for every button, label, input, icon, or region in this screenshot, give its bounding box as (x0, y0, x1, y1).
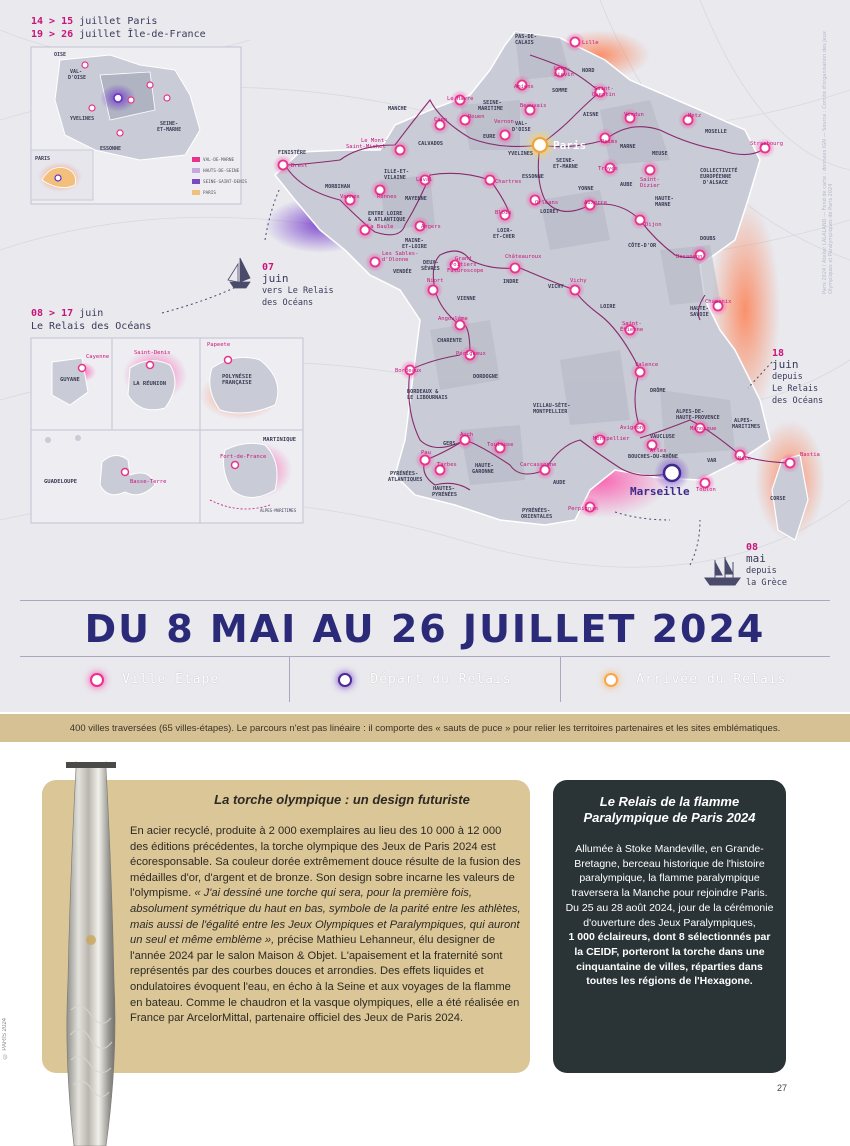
svg-text:Les Sables-: Les Sables- (382, 251, 419, 257)
svg-text:Carcassonne: Carcassonne (520, 462, 557, 468)
svg-text:ALPES-DE-: ALPES-DE- (676, 409, 705, 415)
svg-text:D'OISE: D'OISE (512, 127, 531, 133)
legend-label: Arrivée du Relais (636, 672, 787, 687)
svg-text:PYRÉNÉES-: PYRÉNÉES- (390, 471, 419, 477)
svg-text:Lille: Lille (582, 40, 599, 46)
svg-text:VAR: VAR (707, 458, 717, 464)
svg-text:VILLAU-SÈTE-: VILLAU-SÈTE- (533, 403, 571, 409)
depart-dot-icon (338, 673, 352, 687)
svg-text:LOIR-: LOIR- (497, 228, 513, 234)
svg-text:HAUTS-DE-SEINE: HAUTS-DE-SEINE (203, 169, 240, 174)
svg-text:CALAIS: CALAIS (515, 40, 534, 46)
svg-text:PYRÉNÉES: PYRÉNÉES (432, 492, 457, 498)
svg-text:Angoulême: Angoulême (438, 316, 468, 322)
svg-text:SEINE-: SEINE- (483, 100, 502, 106)
polynesie-label: POLYNÉSIE FRANÇAISE (222, 374, 252, 386)
paralympic-article (553, 780, 786, 1073)
svg-text:NORD: NORD (582, 68, 595, 74)
svg-text:Strasbourg: Strasbourg (750, 141, 784, 147)
paris2024-emblem-icon (86, 935, 96, 945)
svg-text:Vichy: Vichy (570, 278, 587, 284)
svg-text:EURE: EURE (483, 134, 496, 140)
svg-text:Beauvais: Beauvais (520, 103, 547, 109)
legend-arrivee (561, 657, 830, 702)
svg-text:Verdun: Verdun (624, 112, 644, 118)
svg-text:Futuroscope: Futuroscope (447, 268, 484, 274)
torch-article-body (130, 824, 522, 1027)
svg-text:SAVOIE: SAVOIE (690, 312, 709, 318)
svg-text:LOIRET: LOIRET (540, 209, 559, 215)
svg-text:Besançon: Besançon (676, 254, 703, 260)
svg-text:Le Havre: Le Havre (447, 96, 474, 102)
svg-text:Vannes: Vannes (340, 194, 360, 200)
svg-text:Troyes: Troyes (598, 166, 618, 172)
svg-text:INDRE: INDRE (503, 279, 519, 285)
svg-text:AUBE: AUBE (620, 182, 633, 188)
svg-text:EUROPÉENNE: EUROPÉENNE (700, 174, 732, 180)
svg-text:d'Olonne: d'Olonne (382, 257, 409, 263)
page-number: 27 (777, 1083, 788, 1093)
torch-article-title: La torche olympique : un design futuriste (214, 792, 470, 807)
svg-text:ALPES-: ALPES- (734, 418, 753, 424)
paralympic-paragraph: Allumée à Stoke Mandeville, en Grande-Bretagne, berceau historique de l'histoire paralympique, la flamme paralympique traversera la Manche pour rejoindre Paris. Du 25 au 28 août 2024, jour de la cérémonie d'ouverture des Jeux Paralympiques, (565, 843, 774, 929)
svg-text:Arles: Arles (650, 448, 667, 454)
svg-text:PARIS: PARIS (35, 156, 51, 162)
svg-text:DORDOGNE: DORDOGNE (473, 374, 498, 380)
svg-text:GERS: GERS (443, 441, 456, 447)
basse-terre-label: Basse-Terre (130, 479, 167, 485)
svg-text:ORIENTALES: ORIENTALES (521, 514, 553, 520)
svg-text:DEUX-: DEUX- (423, 260, 439, 266)
map-caption: 400 villes traversées (65 villes-étapes). Le parcours n'est pas linéaire : il comporte des « sauts de puce » pour relier les territoires partenaires et les sites emblématiques. (69, 722, 781, 734)
svg-text:HAUTE-PROVENCE: HAUTE-PROVENCE (676, 415, 720, 421)
svg-text:MARITIMES: MARITIMES (732, 424, 761, 430)
paralympic-highlight: 1 000 éclaireurs, dont 8 sélectionnés par la CEIDF, porteront la torche dans une cinquantaine de villes, réparties dans toutes les régions de l'Hexagone. (568, 931, 771, 988)
olympic-torch-image (56, 760, 126, 1146)
svg-text:Metz: Metz (688, 113, 702, 119)
martinique-label: MARTINIQUE (263, 437, 297, 443)
svg-text:Laval: Laval (416, 177, 433, 183)
paris-dates: 14 > 15 juillet Paris (31, 16, 158, 27)
svg-text:Bordeaux: Bordeaux (395, 368, 422, 374)
svg-text:Tarbes: Tarbes (437, 462, 457, 468)
svg-text:Toulouse: Toulouse (487, 442, 514, 448)
svg-text:Saint-: Saint- (640, 177, 660, 183)
svg-text:Avignon: Avignon (620, 425, 644, 431)
svg-text:Amiens: Amiens (514, 84, 534, 90)
svg-text:MARITIME: MARITIME (478, 106, 503, 112)
svg-text:SÈVRES: SÈVRES (421, 266, 440, 272)
svg-text:VILAINE: VILAINE (384, 175, 406, 181)
svg-text:YVELINES: YVELINES (70, 116, 95, 122)
svg-text:ESSONNE: ESSONNE (100, 146, 122, 152)
svg-text:ET-LOIRE: ET-LOIRE (402, 244, 427, 250)
legend-label: Départ du Relais (370, 672, 512, 687)
svg-text:Vernon: Vernon (494, 119, 514, 125)
svg-text:ATLANTIQUES: ATLANTIQUES (388, 477, 423, 483)
map-caption-strip (0, 714, 850, 742)
svg-text:La Baule: La Baule (367, 224, 394, 230)
svg-text:CALVADOS: CALVADOS (418, 141, 443, 147)
svg-text:MEUSE: MEUSE (652, 151, 668, 157)
svg-text:Auch: Auch (460, 432, 474, 438)
svg-text:MORBIHAN: MORBIHAN (325, 184, 350, 190)
svg-text:Dizier: Dizier (640, 183, 660, 189)
svg-text:Chartres: Chartres (495, 179, 522, 185)
svg-text:VAL-DE-MARNE: VAL-DE-MARNE (203, 158, 235, 163)
svg-text:SEINE-SAINT-DENIS: SEINE-SAINT-DENIS (203, 180, 247, 185)
svg-text:Blois: Blois (495, 210, 512, 216)
papeete-label: Papeete (207, 342, 231, 348)
svg-text:Le Mont-: Le Mont- (361, 138, 388, 144)
svg-text:ET-MARNE: ET-MARNE (553, 164, 578, 170)
svg-text:Saint-: Saint- (594, 86, 614, 92)
svg-text:Pau: Pau (421, 450, 431, 456)
paralympic-article-body (565, 842, 774, 989)
legend-depart (290, 657, 560, 702)
map-credit: Paris 2024 / Atelier LALALAND — Fond de carte : données IGN — Source : Comité d'organisation des Jeux Olympiques et Paralympiques de Paris 2024 (822, 31, 834, 294)
svg-text:Manosque: Manosque (690, 426, 717, 432)
svg-text:D'ALSACE: D'ALSACE (703, 180, 728, 186)
svg-text:Rennes: Rennes (377, 194, 397, 200)
svg-text:HAUTES-: HAUTES- (433, 486, 455, 492)
photo-credit: © PARIS 2024 (2, 1018, 8, 1059)
legend-label: Ville Étape (122, 672, 220, 687)
svg-text:ILLE-ET-: ILLE-ET- (384, 169, 409, 175)
svg-text:Caen: Caen (434, 117, 448, 123)
svg-text:SEINE-: SEINE- (160, 121, 179, 127)
ville-etape-dot-icon (90, 673, 104, 687)
svg-text:VENDÉE: VENDÉE (393, 269, 412, 275)
svg-text:ET-CHER: ET-CHER (493, 234, 515, 240)
svg-text:Auxerre: Auxerre (584, 200, 608, 206)
svg-text:Toulon: Toulon (696, 487, 716, 493)
svg-text:YVELINES: YVELINES (508, 151, 533, 157)
svg-text:COLLECTIVITÉ: COLLECTIVITÉ (700, 168, 738, 174)
svg-text:Orléans: Orléans (535, 200, 559, 206)
saint-denis-label: Saint-Denis (134, 350, 171, 356)
svg-text:Grand: Grand (455, 256, 472, 262)
svg-text:ENTRE LOIRE: ENTRE LOIRE (368, 211, 403, 217)
reunion-label: LA RÉUNION (133, 381, 167, 387)
svg-text:VIENNE: VIENNE (457, 296, 476, 302)
svg-text:VAL-: VAL- (515, 121, 528, 127)
paralympic-article-title: Le Relais de la flamme Paralympique de Paris 2024 (583, 794, 756, 825)
svg-text:Lens-: Lens- (554, 66, 571, 72)
svg-text:Angers: Angers (421, 224, 441, 230)
svg-text:PARIS: PARIS (203, 191, 216, 196)
june18-annotation: 18 juin depuis Le Relais des Océans (772, 348, 824, 406)
svg-text:Saint-Michel: Saint-Michel (346, 144, 386, 150)
guadeloupe-label: GUADELOUPE (44, 479, 78, 485)
arrivee-dot-icon (604, 673, 618, 687)
map-legend (20, 656, 830, 702)
svg-text:Nice: Nice (738, 456, 752, 462)
svg-text:DRÔME: DRÔME (650, 388, 666, 394)
svg-text:LOIRE: LOIRE (600, 304, 616, 310)
svg-text:OISE: OISE (54, 52, 67, 58)
svg-text:AUDE: AUDE (553, 480, 566, 486)
svg-text:PYRÉNÉES-: PYRÉNÉES- (522, 508, 551, 514)
svg-text:Reims: Reims (601, 139, 618, 145)
svg-text:Bastia: Bastia (800, 452, 820, 458)
may8-annotation: 08 mai depuis la Grèce (746, 542, 787, 588)
svg-text:Dijon: Dijon (645, 222, 662, 228)
svg-text:CÔTE-D'OR: CÔTE-D'OR (628, 243, 657, 249)
svg-text:FINISTÈRE: FINISTÈRE (278, 150, 307, 156)
alpes-maritimes-mini-label: ALPES-MARITIMES (260, 508, 297, 513)
svg-text:SOMME: SOMME (552, 88, 568, 94)
svg-text:SEINE-: SEINE- (556, 158, 575, 164)
svg-text:CORSE: CORSE (770, 496, 786, 502)
svg-text:MARNE: MARNE (620, 144, 636, 150)
svg-text:HAUTE-: HAUTE- (475, 463, 494, 469)
svg-text:YONNE: YONNE (578, 186, 594, 192)
svg-text:Chamonix: Chamonix (705, 299, 732, 305)
svg-text:VICHY: VICHY (548, 284, 564, 290)
marseille-label: Marseille (630, 485, 690, 498)
torch-paragraph-2: précise Mathieu Lehanneur, élu designer de l'année 2024 par le salon Maison & Objet. L'apaisement et la fraternité sont représentés par des courbes douces et arrondies. Des effets liquides et ondulatoires évoquent l'eau, en écho à la Seine et aux voyages de la flamme en bateau. Comme le chaudron et la vasque olympiques, elle a été réalisée en France par ArcelorMittal, partenaire officiel des Jeux de Paris 2024. (130, 934, 520, 1025)
svg-text:Brest: Brest (291, 163, 308, 169)
svg-text:CHARENTE: CHARENTE (437, 338, 462, 344)
svg-text:& ATLANTIQUE: & ATLANTIQUE (368, 217, 406, 223)
fort-de-france-label: Fort-de-France (220, 454, 267, 460)
svg-text:Périgueux: Périgueux (456, 351, 486, 357)
svg-text:Quentin: Quentin (592, 92, 616, 98)
svg-text:Étienne: Étienne (620, 327, 644, 333)
svg-text:Châteauroux: Châteauroux (505, 254, 542, 260)
torch-paragraph-1: En acier recyclé, produite à 2 000 exemplaires au lieu des 10 000 à 12 000 des éditions précédentes, la torche olympique des Jeux de Paris 2024 est écoresponsable. Sa couleur dorée extrêmement douce résulte de la fusion des médailles d'or, d'argent et de bronze. Son design sobre incarne les valeurs de l'olympisme. (130, 825, 521, 900)
svg-text:DOUBS: DOUBS (700, 236, 716, 242)
svg-text:Niort: Niort (427, 278, 444, 284)
svg-text:Liévin: Liévin (554, 72, 574, 78)
svg-text:HAUTE-: HAUTE- (690, 306, 709, 312)
svg-text:Montpellier: Montpellier (593, 436, 630, 442)
oceans-dates: 08 > 17 juin (31, 308, 104, 319)
svg-text:Valence: Valence (635, 362, 659, 368)
cayenne-label: Cayenne (86, 354, 110, 360)
oceans-label: Le Relais des Océans (31, 321, 152, 332)
svg-text:D'OISE: D'OISE (68, 75, 87, 81)
svg-text:MONTPELLIER: MONTPELLIER (533, 409, 568, 415)
svg-text:Poitiers: Poitiers (450, 262, 477, 268)
svg-text:BOUCHES-DU-RHÔNE: BOUCHES-DU-RHÔNE (628, 454, 678, 460)
map-headline (20, 600, 830, 656)
svg-text:MAINE-: MAINE- (405, 238, 424, 244)
svg-text:MARNE: MARNE (655, 202, 671, 208)
svg-text:AISNE: AISNE (583, 112, 599, 118)
svg-text:Rouen: Rouen (468, 114, 485, 120)
svg-text:VAL-: VAL- (70, 69, 83, 75)
guyane-label: GUYANE (60, 377, 80, 383)
headline-text: DU 8 MAI AU 26 JUILLET 2024 (84, 606, 766, 651)
svg-text:LE LIBOURNAIS: LE LIBOURNAIS (407, 395, 448, 401)
svg-text:Saint-: Saint- (622, 321, 642, 327)
june7-annotation: 07 juin vers Le Relais des Océans (262, 262, 334, 308)
svg-text:VAUCLUSE: VAUCLUSE (650, 434, 675, 440)
torch-quote: « J'ai dessiné une torche qui sera, pour la première fois, absolument symétrique du haut en bas, symbole de la parité entre les athlètes, mais aussi de l'égalité entre les Jeux Olympiques et Paralympiques, qui auront un seul et même emblème », (130, 887, 521, 947)
svg-text:Perpignan: Perpignan (568, 506, 598, 512)
paris-label: Paris (553, 139, 587, 152)
svg-text:MAYENNE: MAYENNE (405, 196, 427, 202)
svg-text:ESSONNE: ESSONNE (522, 174, 544, 180)
svg-text:GARONNE: GARONNE (472, 469, 494, 475)
idf-dates: 19 > 26 juillet Île-de-France (31, 29, 206, 40)
svg-text:BORDEAUX &: BORDEAUX & (407, 389, 439, 395)
svg-text:HAUTE-: HAUTE- (655, 196, 674, 202)
legend-ville-etape (20, 657, 290, 702)
svg-text:MOSELLE: MOSELLE (705, 129, 727, 135)
svg-text:ET-MARNE: ET-MARNE (157, 127, 182, 133)
svg-text:MANCHE: MANCHE (388, 106, 407, 112)
svg-text:PAS-DE-: PAS-DE- (515, 34, 537, 40)
